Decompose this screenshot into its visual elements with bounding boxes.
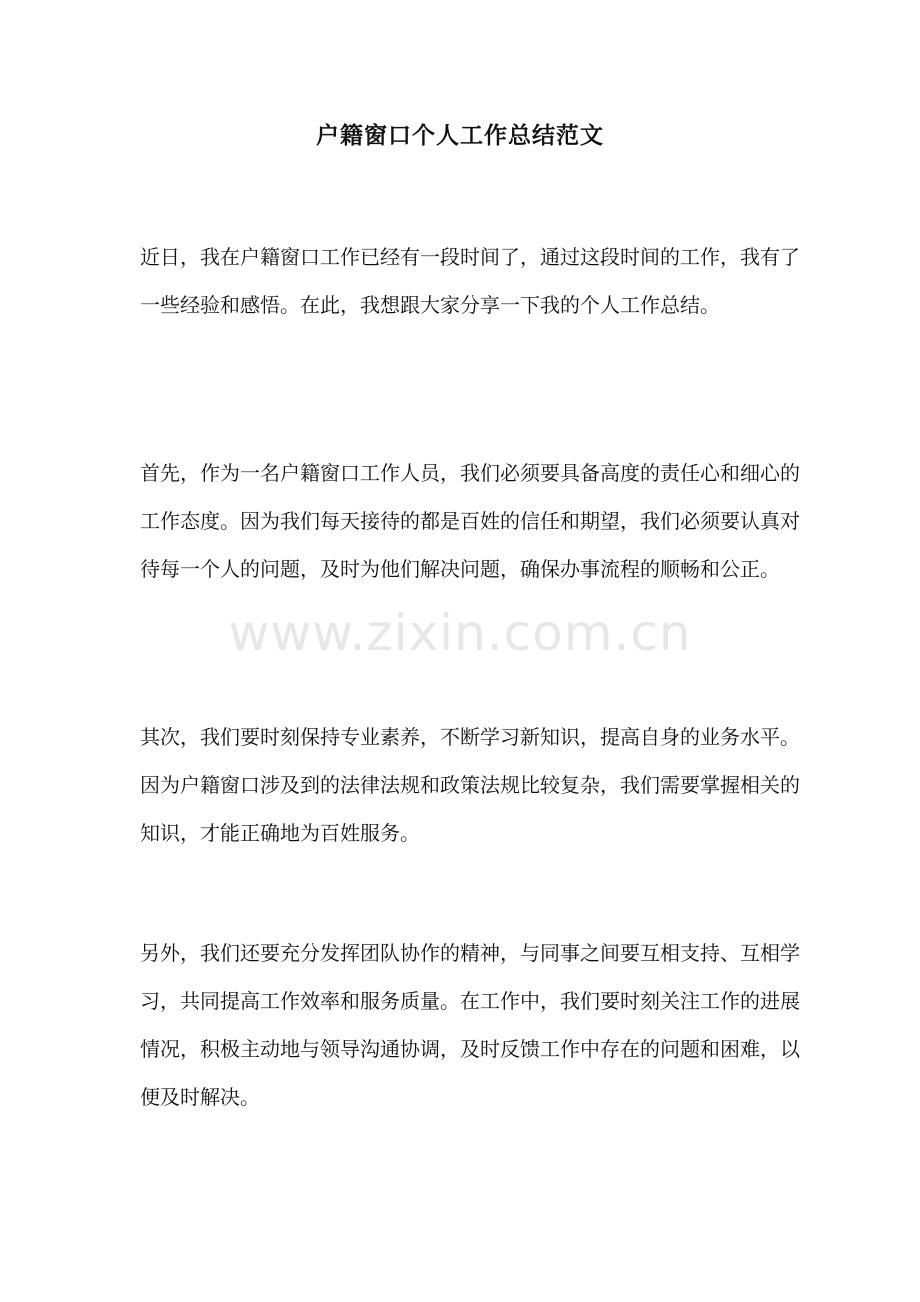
paragraph-3: 其次，我们要时刻保持专业素养，不断学习新知识，提高自身的业务水平。因为户籍窗口涉及到的法律法规和政策法规比较复杂，我们需要掌握相关的知识，才能正确地为百姓服务。 xyxy=(140,725,800,845)
paragraph-1: 近日，我在户籍窗口工作已经有一段时间了，通过这段时间的工作，我有了一些经验和感悟。在此，我想跟大家分享一下我的个人工作总结。 xyxy=(140,245,800,317)
paragraph-4: 另外，我们还要充分发挥团队协作的精神，与同事之间要互相支持、互相学习，共同提高工作效率和服务质量。在工作中，我们要时刻关注工作的进展情况，积极主动地与领导沟通协调，及时反馈工作中存在的问题和困难，以便及时解决。 xyxy=(140,941,800,1109)
paragraph-2: 首先，作为一名户籍窗口工作人员，我们必须要具备高度的责任心和细心的工作态度。因为我们每天接待的都是百姓的信任和期望，我们必须要认真对待每一个人的问题，及时为他们解决问题，确保办事流程的顺畅和公正。 xyxy=(140,461,800,581)
watermark: www.zixin.com.cn xyxy=(228,604,692,662)
document-title: 户籍窗口个人工作总结范文 xyxy=(316,122,604,149)
